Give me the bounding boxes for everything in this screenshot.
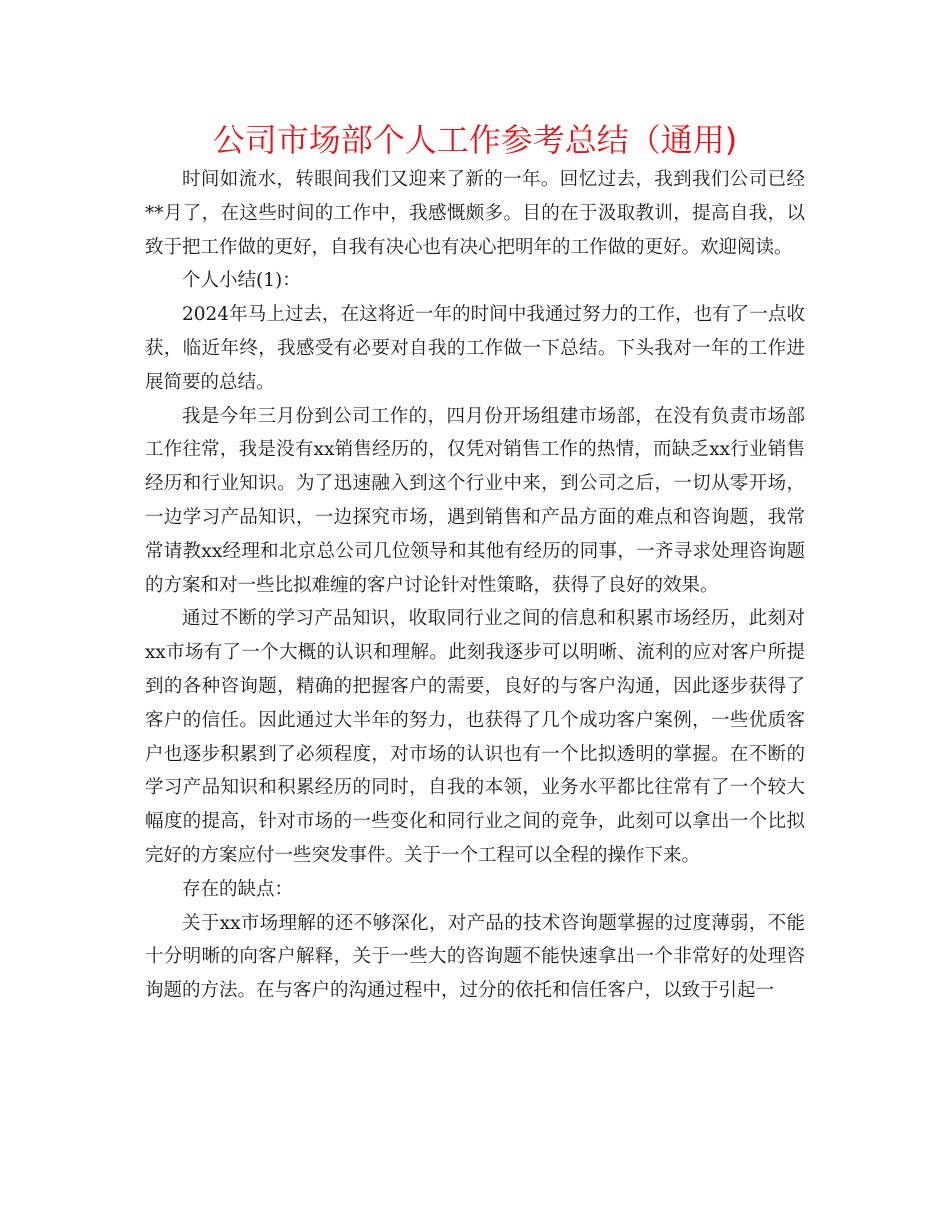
section-heading-personal-summary: 个人小结(1)： [182,270,301,292]
paragraph-year-review: 2024年马上过去，在这将近一年的时间中我通过努力的工作，也有了一点收获，临近年终，我感受有必要对自我的工作做一下总结。下头我对一年的工作进展简要的总结。 [145,304,805,393]
document-title: 公司市场部个人工作参考总结（通用) [212,121,738,159]
document-body [145,163,805,1008]
section-heading-shortcomings: 存在的缺点： [182,878,294,900]
paragraph-shortcomings: 关于xx市场理解的还不够深化，对产品的技术咨询题掌握的过度薄弱，不能十分明晰的向客户解释，关于一些大的咨询题不能快速拿出一个非常好的处理咨询题的方法。在与客户的沟通过程中，过分的依托和信任客户，以致于引起一 [145,912,805,1002]
paragraph-intro: 时间如流水，转眼间我们又迎来了新的一年。回忆过去，我到我们公司已经**月了，在这些时间的工作中，我感慨颇多。目的在于汲取教训，提高自我，以致于把工作做的更好，自我有决心也有决心把明年的工作做的更好。欢迎阅读。 [145,169,805,258]
paragraph-learning-progress: 通过不断的学习产品知识，收取同行业之间的信息和积累市场经历，此刻对xx市场有了一个大概的认识和理解。此刻我逐步可以明晰、流利的应对客户所提到的各种咨询题，精确的把握客户的需要，良好的与客户沟通，因此逐步获得了客户的信任。因此通过大半年的努力，也获得了几个成功客户案例，一些优质客户也逐步积累到了必须程度，对市场的认识也有一个比拟透明的掌握。在不断的学习产品知识和积累经历的同时，自我的本领，业务水平都比往常有了一个较大幅度的提高，针对市场的一些变化和同行业之间的竞争，此刻可以拿出一个比拟完好的方案应付一些突发事件。关于一个工程可以全程的操作下来。 [145,608,805,866]
paragraph-joining-company: 我是今年三月份到公司工作的，四月份开场组建市场部，在没有负责市场部工作往常，我是没有xx销售经历的，仅凭对销售工作的热情，而缺乏xx行业销售经历和行业知识。为了迅速融入到这个行业中来，到公司之后，一切从零开场，一边学习产品知识，一边探究市场，遇到销售和产品方面的难点和咨询题，我常常请教xx经理和北京总公司几位领导和其他有经历的同事，一齐寻求处理咨询题的方案和对一些比拟难缠的客户讨论针对性策略，获得了良好的效果。 [145,405,805,596]
